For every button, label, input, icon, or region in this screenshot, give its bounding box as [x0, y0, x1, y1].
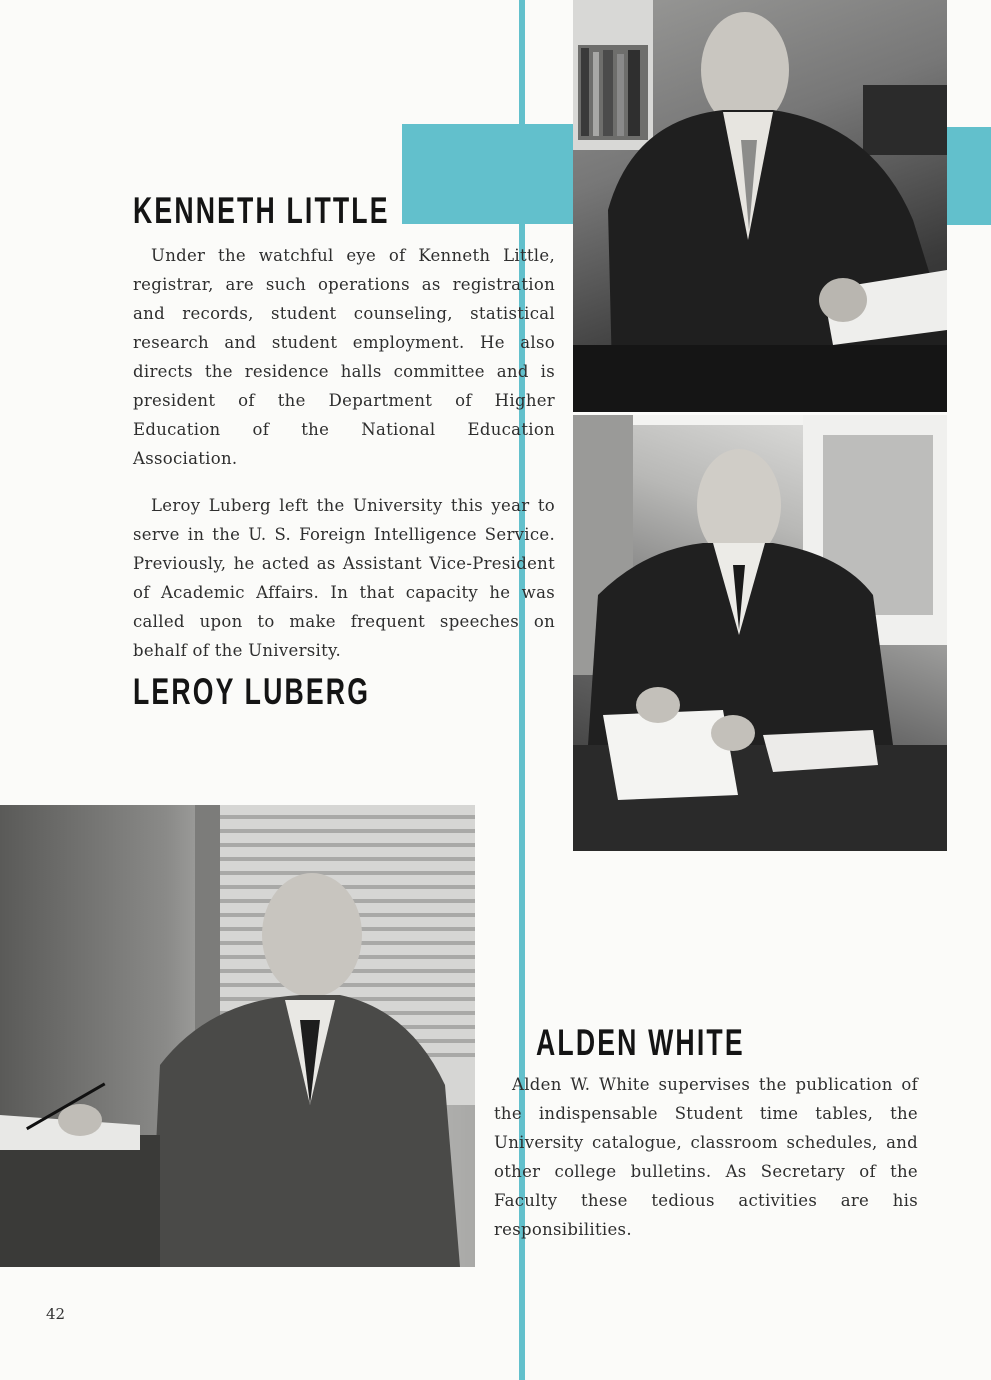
photo-leroy-luberg — [573, 415, 947, 851]
teal-accent-bar-right — [946, 127, 991, 225]
teal-accent-bar-left — [402, 124, 574, 224]
heading-alden-white: ALDEN WHITE — [536, 1022, 745, 1063]
page-number: 42 — [46, 1305, 66, 1323]
photo-kenneth-little — [573, 0, 947, 412]
paragraph-alden-white: Alden W. White supervises the publication of the indispensable Student time tables, the University catalogue, classroom schedules, and other college bulletins. As Secretary of the Faculty these tedious activities are his responsibilities. — [494, 1075, 918, 1239]
paragraph-leroy-luberg: Leroy Luberg left the University this year to serve in the U. S. Foreign Intelligence Service. Previously, he acted as Assistant Vice-President of Academic Affairs. In that capacity he was called upon to make frequent speeches on behalf of the University. — [133, 496, 555, 660]
paragraph-kenneth-little: Under the watchful eye of Kenneth Little, registrar, are such operations as registration and records, student counseling, statistical research and student employment. He also directs the residence halls committee and is president of the Department of Higher Education of the National Education Association. — [133, 246, 555, 468]
heading-leroy-luberg: LEROY LUBERG — [133, 671, 371, 712]
heading-kenneth-little: KENNETH LITTLE — [133, 190, 390, 231]
photo-alden-white — [0, 805, 475, 1267]
